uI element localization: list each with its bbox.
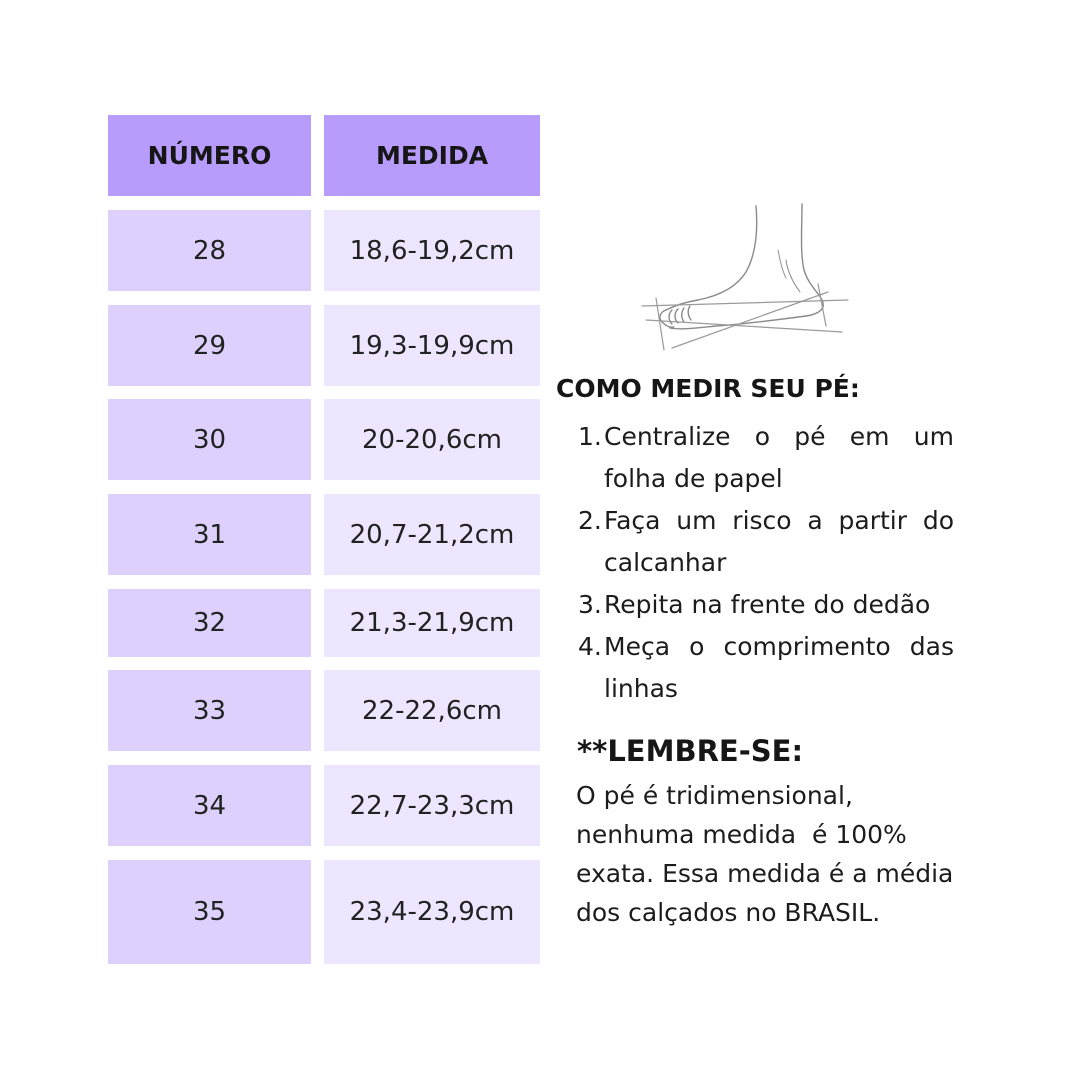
table-cell-number: 31 (108, 494, 311, 575)
list-item (578, 500, 954, 584)
step-text: Repita na frente do dedão (604, 590, 931, 619)
reminder-line: O pé é tridimensional, (576, 781, 853, 810)
table-cell-measure: 22-22,6cm (324, 670, 540, 751)
table-cell-number: 32 (108, 589, 311, 657)
reminder-title: **LEMBRE-SE: (577, 734, 804, 768)
reminder-line: nenhuma medida é 100% (576, 820, 907, 849)
table-cell-measure: 22,7-23,3cm (324, 765, 540, 846)
table-cell-measure: 20-20,6cm (324, 399, 540, 480)
step-text: Meça o comprimento das linhas (604, 632, 954, 703)
table-cell-number: 35 (108, 860, 311, 964)
step-number: 4. (578, 632, 602, 661)
header-number: NÚMERO (108, 115, 311, 196)
table-cell-number: 30 (108, 399, 311, 480)
reminder-line: dos calçados no BRASIL. (576, 898, 881, 927)
list-item (578, 626, 954, 710)
table-cell-number: 28 (108, 210, 311, 291)
table-cell-measure: 18,6-19,2cm (324, 210, 540, 291)
table-cell-number: 33 (108, 670, 311, 751)
step-text: Centralize o pé em um folha de papel (604, 422, 954, 493)
foot-sketch-icon (636, 200, 852, 356)
how-to-steps (578, 416, 954, 710)
how-to-title: COMO MEDIR SEU PÉ: (556, 374, 860, 403)
step-number: 2. (578, 506, 602, 535)
table-cell-measure: 21,3-21,9cm (324, 589, 540, 657)
step-text: Faça um risco a partir do calcanhar (604, 506, 954, 577)
table-cell-measure: 23,4-23,9cm (324, 860, 540, 964)
table-cell-number: 29 (108, 305, 311, 386)
reminder-line: exata. Essa medida é a média (576, 859, 954, 888)
table-cell-measure: 20,7-21,2cm (324, 494, 540, 575)
list-item (578, 584, 954, 626)
header-measure: MEDIDA (324, 115, 540, 196)
table-cell-number: 34 (108, 765, 311, 846)
step-number: 1. (578, 422, 602, 451)
reminder-text (576, 776, 976, 932)
step-number: 3. (578, 590, 602, 619)
table-cell-measure: 19,3-19,9cm (324, 305, 540, 386)
list-item (578, 416, 954, 500)
